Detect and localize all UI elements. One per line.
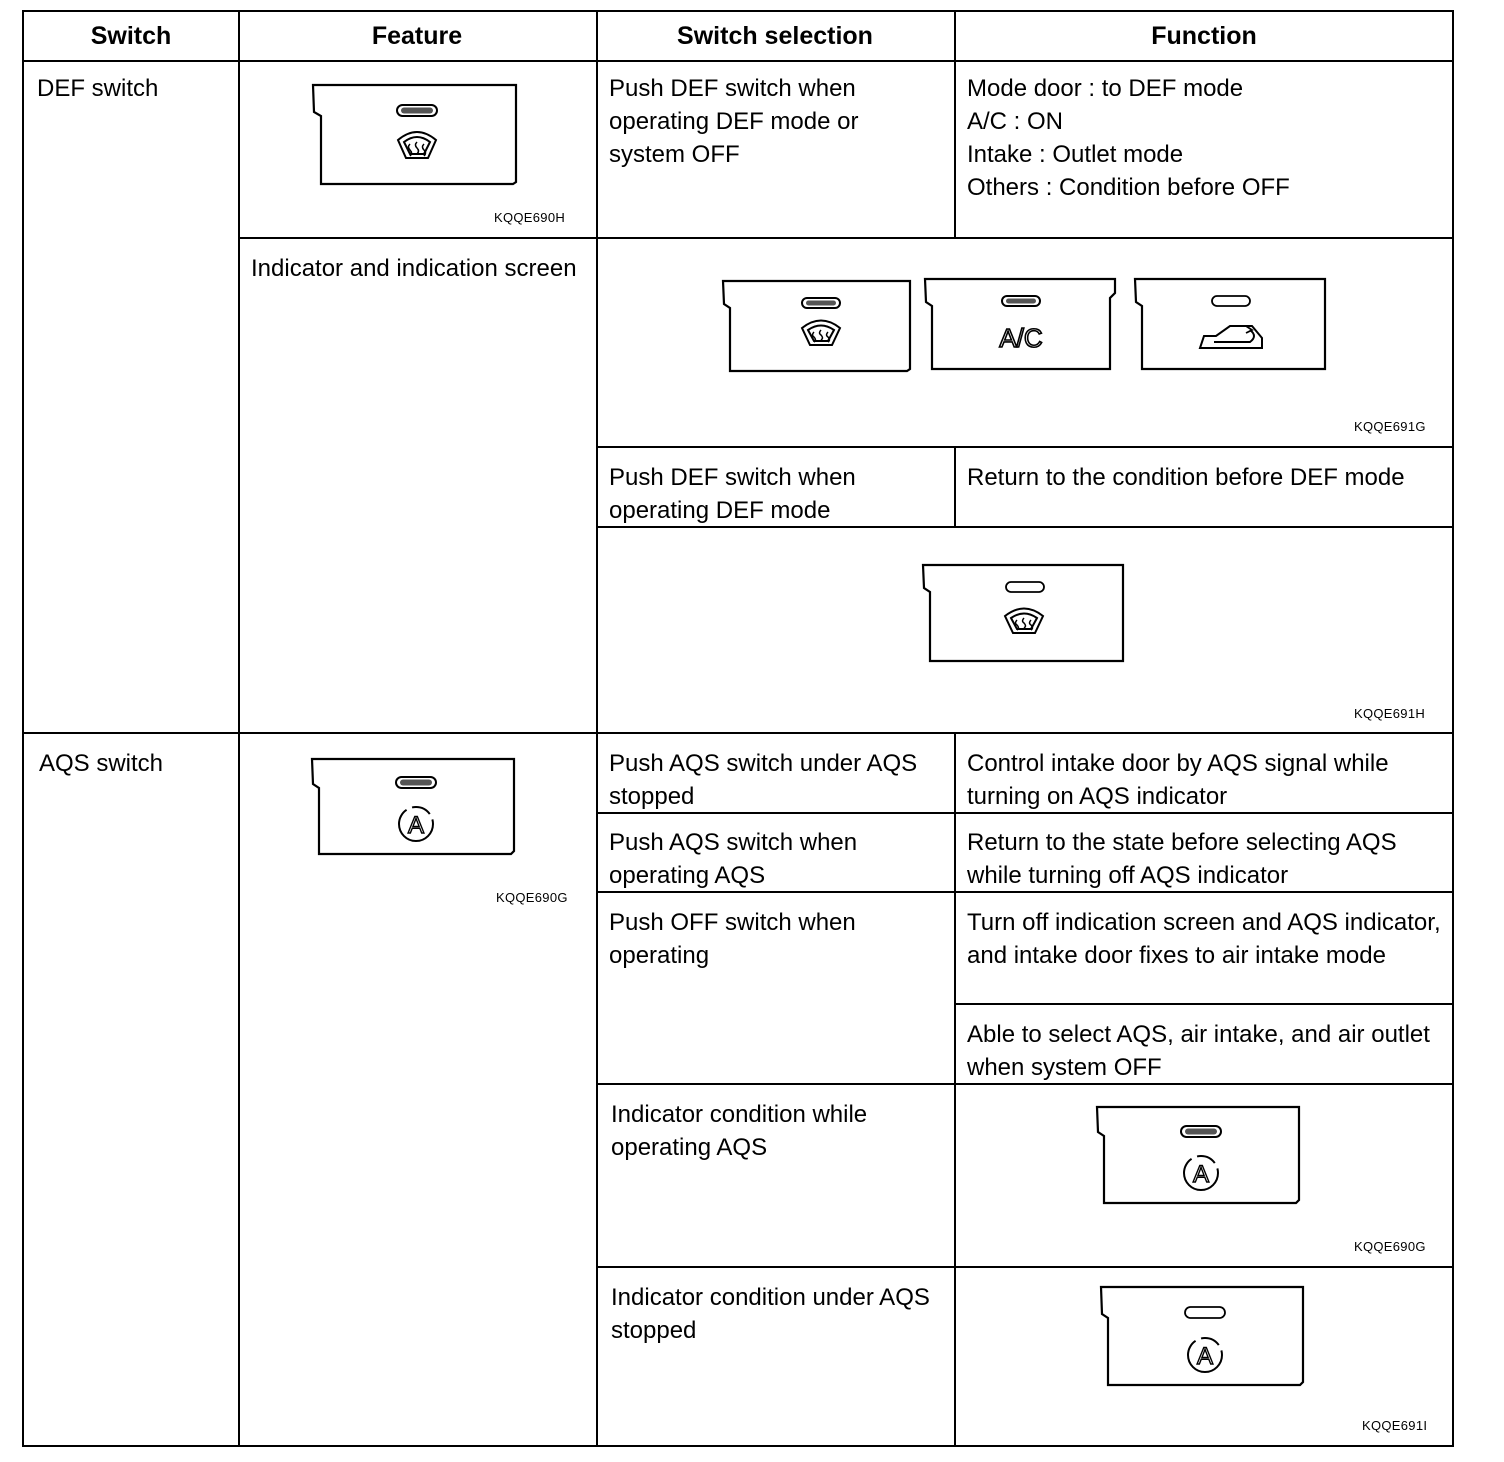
column-divider-2 [596, 12, 598, 1445]
aqs-function-3a: Turn off indication screen and AQS indicator, and intake door fixes to air intake mode [967, 909, 1441, 969]
aqs-operating-caption: KQQE690G [1354, 1239, 1426, 1254]
aqs-icon [1188, 1338, 1222, 1372]
defroster-icon [1005, 609, 1043, 634]
ac-indicator-panel [922, 276, 1120, 374]
aqs-function-3b: Able to select AQS, air intake, and air outlet when system OFF [967, 1021, 1430, 1081]
header-switch: Switch [90, 22, 172, 50]
def-selection-1: Push DEF switch when operating DEF mode or system OFF [609, 75, 859, 168]
svg-text:A: A [407, 812, 425, 839]
aqs-function-1: Control intake door by AQS signal while turning on AQS indicator [967, 750, 1389, 810]
defroster-icon [802, 321, 840, 346]
def-feature-caption: KQQE690H [494, 210, 566, 225]
aqs-operating-panel [1094, 1104, 1304, 1210]
aqs-selection-5: Indicator condition under AQS stopped [611, 1284, 930, 1344]
def-indicator-panel [720, 278, 915, 374]
intake-indicator-panel [1132, 276, 1330, 374]
rule-def-2 [596, 446, 1454, 448]
indicator-lamp-off-icon [1006, 582, 1044, 592]
aqs-stopped-panel [1098, 1284, 1308, 1390]
indicator-lamp-on-icon [802, 298, 840, 308]
aqs-stopped-caption: KQQE691I [1362, 1418, 1428, 1433]
aqs-feature-caption: KQQE690G [496, 890, 568, 905]
indicator-lamp-on-icon [1002, 296, 1040, 306]
switch-function-table [22, 10, 1454, 1447]
def-indicator-caption: KQQE691G [1354, 419, 1426, 434]
def-function-2: Return to the condition before DEF mode [967, 464, 1405, 491]
indicator-lamp-off-icon [1212, 296, 1250, 306]
aqs-switch-panel [309, 756, 519, 860]
defroster-icon [398, 132, 436, 158]
aqs-selection-3: Push OFF switch when operating [609, 909, 856, 969]
def-return-caption: KQQE691H [1354, 706, 1426, 721]
aqs-function-2: Return to the state before selecting AQS while turning off AQS indicator [967, 829, 1397, 889]
aqs-icon [1184, 1156, 1218, 1190]
def-return-panel [920, 562, 1128, 666]
def-selection-2: Push DEF switch when operating DEF mode [609, 464, 856, 524]
indicator-lamp-on-icon [396, 777, 436, 788]
aqs-switch-label: AQS switch [39, 750, 164, 777]
ac-label-text: A/C [999, 323, 1043, 353]
indicator-lamp-on-icon [1181, 1126, 1221, 1137]
header-feature: Feature [371, 22, 463, 50]
header-function: Function [1151, 22, 1257, 50]
rule-aqs-3 [954, 1003, 1454, 1005]
column-divider-1 [238, 12, 240, 1445]
aqs-selection-4: Indicator condition while operating AQS [611, 1101, 868, 1161]
def-switch-panel [310, 82, 520, 192]
indicator-lamp-on-icon [397, 105, 437, 116]
aqs-icon [399, 807, 433, 841]
indicator-lamp-off-icon [1185, 1307, 1225, 1318]
rule-aqs-5 [596, 1266, 1454, 1268]
def-function-1: Mode door : to DEF mode A/C : ON Intake : Outlet mode Others : Condition before OFF [967, 75, 1290, 201]
aqs-selection-2: Push AQS switch when operating AQS [609, 829, 858, 889]
svg-text:A: A [1192, 1161, 1210, 1188]
rule-def-1 [238, 237, 1454, 239]
def-indicator-label: Indicator and indication screen [251, 255, 577, 282]
def-switch-label: DEF switch [37, 75, 159, 102]
aqs-selection-1: Push AQS switch under AQS stopped [609, 750, 918, 810]
svg-text:A: A [1196, 1343, 1214, 1370]
intake-recirculation-icon [1200, 326, 1262, 348]
rule-section [24, 732, 1454, 734]
header-switch-selection: Switch selection [677, 22, 873, 50]
